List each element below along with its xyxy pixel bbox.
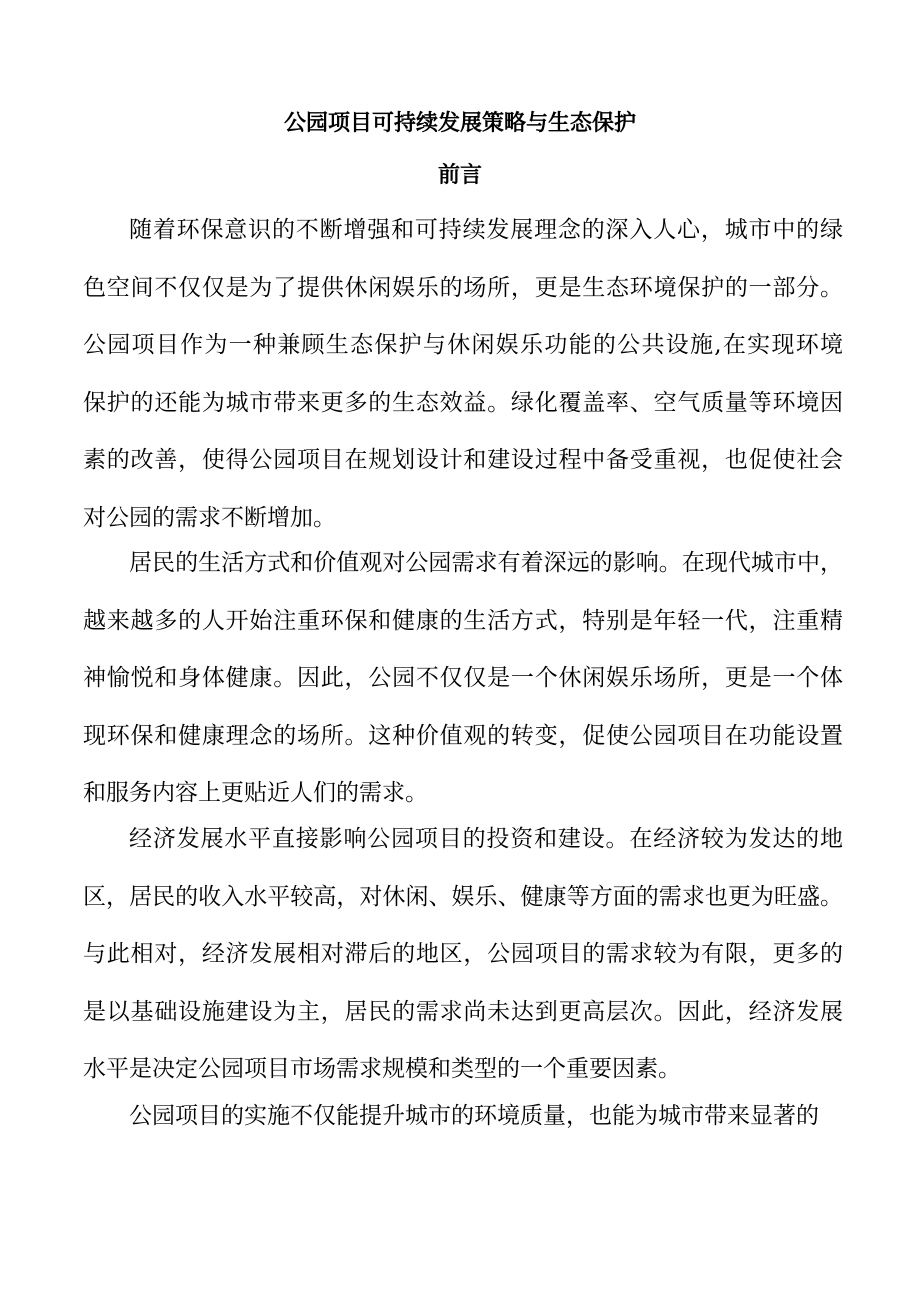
paragraph-line: 水平是决定公园项目市场需求规模和类型的一个重要因素。 <box>83 1056 681 1083</box>
section-heading-preface: 前言 <box>437 162 482 188</box>
paragraph-line: 素的改善，使得公园项目在规划设计和建设过程中备受重视，也促使社会 <box>83 447 843 474</box>
paragraph-line: 居民的生活方式和价值观对公园需求有着深远的影响。在现代城市中， <box>129 550 843 576</box>
paragraph-line: 和服务内容上更贴近人们的需求。 <box>83 780 428 807</box>
document-title: 公园项目可持续发展策略与生态保护 <box>283 110 636 136</box>
paragraph-line: 区，居民的收入水平较高，对休闲、娱乐、健康等方面的需求也更为旺盛。 <box>83 883 843 910</box>
paragraph-line: 保护的还能为城市带来更多的生态效益。绿化覆盖率、空气质量等环境因 <box>83 389 843 416</box>
paragraph <box>83 1088 843 1146</box>
paragraph-line: 与此相对，经济发展相对滞后的地区，公园项目的需求较为有限，更多的 <box>83 941 843 968</box>
paragraph-line: 越来越多的人开始注重环保和健康的生活方式，特别是年轻一代，注重精 <box>83 607 843 634</box>
paragraph <box>83 535 843 823</box>
paragraph-line: 随着环保意识的不断增强和可持续发展理念的深入人心，城市中的绿 <box>129 217 843 243</box>
paragraph-line: 现环保和健康理念的场所。这种价值观的转变，促使公园项目在功能设置 <box>83 722 843 749</box>
paragraph <box>83 202 843 548</box>
paragraph-line: 公园项目的实施不仅能提升城市的环境质量，也能为城市带来显著的 <box>129 1103 819 1129</box>
paragraph-line: 公园项目作为一种兼顾生态保护与休闲娱乐功能的公共设施,在实现环境 <box>83 332 843 359</box>
paragraph <box>83 811 843 1099</box>
paragraph-line: 对公园的需求不断增加。 <box>83 504 336 531</box>
paragraph-line: 经济发展水平直接影响公园项目的投资和建设。在经济较为发达的地 <box>129 826 843 852</box>
paragraph-line: 色空间不仅仅是为了提供休闲娱乐的场所，更是生态环境保护的一部分。 <box>83 274 843 301</box>
paragraph-line: 是以基础设施建设为主，居民的需求尚未达到更高层次。因此，经济发展 <box>83 998 843 1025</box>
paragraph-line: 神愉悦和身体健康。因此，公园不仅仅是一个休闲娱乐场所，更是一个体 <box>83 665 843 692</box>
